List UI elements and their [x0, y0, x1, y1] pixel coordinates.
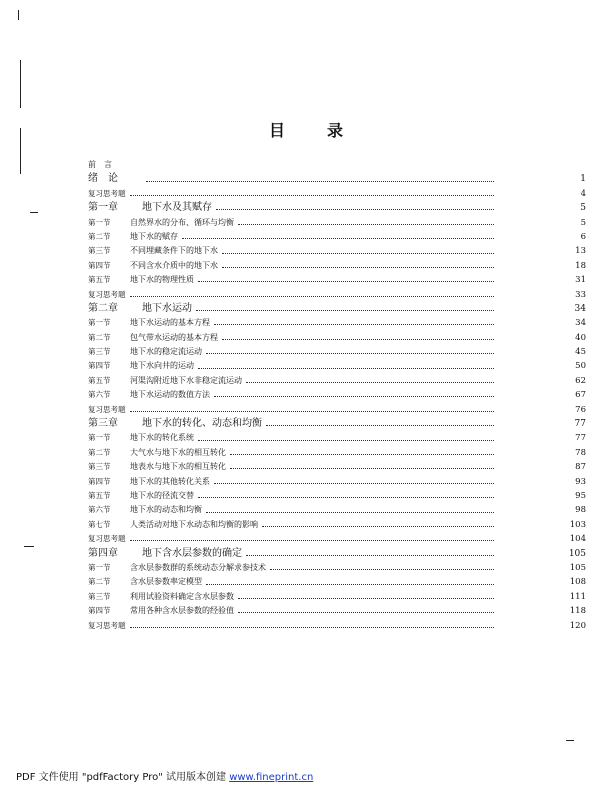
scan-mark [566, 740, 574, 741]
footer-text: PDF 文件使用 "pdfFactory Pro" 试用版本创建 [16, 772, 230, 783]
toc-entry-label: 大气水与地下水的相互转化 [130, 447, 226, 457]
dot-leader [146, 181, 494, 182]
toc-entry-page: 78 [575, 447, 586, 458]
dot-leader [182, 238, 494, 239]
scan-mark [20, 60, 21, 108]
dot-leader [206, 512, 494, 513]
dot-leader [214, 324, 494, 325]
toc-entry-number: 第五节 [88, 375, 111, 385]
toc-entry-label: 地下水向井的运动 [130, 361, 194, 371]
dot-leader [130, 540, 495, 541]
toc-entry-page: 4 [580, 188, 586, 199]
toc-entry-label: 地下水运动的数值方法 [130, 390, 210, 400]
toc-entry-page: 108 [569, 577, 586, 588]
toc-entry-number: 第三章 [88, 418, 118, 430]
toc-entry-number: 第二章 [88, 302, 118, 314]
toc-entry-page: 98 [575, 505, 586, 516]
toc-entry[interactable] [88, 590, 586, 604]
toc-entry[interactable] [88, 561, 586, 575]
pdf-footer [16, 768, 313, 783]
toc-entry-number: 第三节 [88, 462, 111, 472]
toc-entry[interactable] [88, 604, 586, 618]
toc-entry-number: 第四节 [88, 606, 111, 616]
dot-leader [216, 209, 494, 210]
toc-entry-label: 不同埋藏条件下的地下水 [130, 246, 218, 256]
toc-entry-number: 第五节 [88, 490, 111, 500]
toc-entry-page: 62 [575, 375, 586, 386]
toc-entry-number: 第七节 [88, 519, 111, 529]
toc-entry-number: 第六节 [88, 390, 111, 400]
title-char: 目 [268, 121, 285, 140]
toc-entry-number: 第五节 [88, 275, 111, 285]
toc-entry-page: 77 [574, 419, 586, 430]
dot-leader [230, 468, 494, 469]
dot-leader [266, 425, 494, 426]
toc-entry[interactable] [88, 374, 586, 388]
footer-link[interactable]: www.fineprint.cn [229, 772, 314, 783]
toc-entry[interactable] [88, 575, 586, 589]
toc-entry-number: 第一节 [88, 433, 111, 443]
toc-entry-label: 包气带水运动的基本方程 [130, 332, 218, 342]
toc-entry-label: 含水层参数群的系统动态分解求参技术 [130, 562, 266, 572]
toc-entry[interactable] [88, 230, 586, 244]
toc-entry-page: 93 [575, 476, 586, 487]
toc-entry-number: 第二节 [88, 447, 111, 457]
toc-entry-label: 常用各种含水层参数的经验值 [130, 606, 234, 616]
toc-entry-number: 绪 论 [88, 173, 118, 185]
toc-entry-number: 第二节 [88, 231, 111, 241]
toc-entry-page: 18 [575, 260, 586, 271]
toc-entry-number: 第四节 [88, 361, 111, 371]
toc-entry-page: 31 [575, 275, 586, 286]
toc-entry-page: 105 [569, 562, 586, 573]
toc-entry[interactable] [88, 460, 586, 474]
toc-entry[interactable] [88, 388, 586, 402]
dot-leader [230, 454, 494, 455]
toc-entry-label: 地下水的赋存 [130, 231, 178, 241]
toc-entry-page: 1 [580, 174, 586, 185]
toc-entry[interactable] [88, 359, 586, 373]
toc-entry[interactable] [88, 489, 586, 503]
dot-leader [130, 296, 495, 297]
dot-leader [222, 253, 494, 254]
page-title [0, 118, 612, 141]
toc-entry-page: 34 [575, 318, 586, 329]
toc-entry[interactable] [88, 403, 586, 417]
toc-entry-page: 40 [575, 332, 586, 343]
scan-mark [18, 10, 19, 20]
toc-entry-number: 第一节 [88, 217, 111, 227]
toc-entry-number: 第一章 [88, 202, 118, 214]
toc-entry-label: 复习思考题 [88, 620, 126, 630]
dot-leader [198, 281, 494, 282]
toc-entry-label: 地下水的转化、动态和均衡 [142, 418, 262, 430]
dot-leader [246, 555, 494, 556]
scan-mark [24, 546, 34, 547]
toc-entry-page: 45 [575, 347, 586, 358]
title-char: 录 [327, 121, 344, 140]
toc-entry-label: 地下水的径流交替 [130, 490, 194, 500]
toc-entry-label: 自然界水的分布、循环与均衡 [130, 217, 234, 227]
toc-entry-label: 地下水的动态和均衡 [130, 505, 202, 515]
toc-entry-label: 地下水的物理性质 [130, 275, 194, 285]
toc-entry-number: 第三节 [88, 591, 111, 601]
dot-leader [238, 612, 494, 613]
toc-entry-label: 不同含水介质中的地下水 [130, 260, 218, 270]
toc-entry-number: 第三节 [88, 246, 111, 256]
toc-entry[interactable] [88, 345, 586, 359]
toc-entry-label: 地下水的转化系统 [130, 433, 194, 443]
toc-entry-label: 地下含水层参数的确定 [142, 547, 242, 559]
toc-entry[interactable] [88, 431, 586, 445]
toc-entry-label: 地表水与地下水的相互转化 [130, 462, 226, 472]
toc-entry-page: 118 [569, 606, 586, 617]
dot-leader [198, 368, 494, 369]
toc-entry-page: 105 [568, 548, 586, 559]
toc-entry[interactable] [88, 331, 586, 345]
toc-entry-page: 34 [574, 303, 586, 314]
toc-entry-number: 第四章 [88, 547, 118, 559]
toc-entry[interactable] [88, 244, 586, 258]
toc-entry[interactable] [88, 273, 586, 287]
dot-leader [222, 267, 494, 268]
dot-leader [246, 382, 494, 383]
dot-leader [262, 526, 494, 527]
toc-entry[interactable] [88, 187, 586, 201]
toc-entry[interactable] [88, 302, 586, 316]
toc-entry[interactable] [88, 316, 586, 330]
toc-entry-number: 第四节 [88, 260, 111, 270]
dot-leader [214, 483, 494, 484]
toc-entry-page: 103 [569, 519, 586, 530]
toc-entry-number: 第一节 [88, 562, 111, 572]
toc-entry-label: 地下水的稳定流运动 [130, 347, 202, 357]
toc-entry-label: 河渠沟附近地下水非稳定流运动 [130, 375, 242, 385]
toc-entry-label: 复习思考题 [88, 404, 126, 414]
toc-entry-page: 13 [575, 246, 586, 257]
toc-entry-page: 111 [569, 591, 586, 602]
dot-leader [206, 584, 494, 585]
toc-entry-label: 地下水运动 [142, 302, 192, 314]
toc-entry-page: 95 [575, 490, 586, 501]
dot-leader [214, 396, 494, 397]
table-of-contents [88, 158, 586, 633]
toc-entry[interactable] [88, 216, 586, 230]
toc-entry-page: 87 [575, 462, 586, 473]
toc-entry-number: 第二节 [88, 577, 111, 587]
toc-entry[interactable] [88, 417, 586, 431]
dot-leader [206, 353, 494, 354]
toc-entry[interactable] [88, 547, 586, 561]
dot-leader [196, 310, 494, 311]
dot-leader [198, 497, 494, 498]
toc-entry[interactable] [88, 158, 498, 172]
toc-entry-number: 第六节 [88, 505, 111, 515]
toc-entry-label: 人类活动对地下水动态和均衡的影响 [130, 519, 258, 529]
toc-entry-label: 含水层参数率定模型 [130, 577, 202, 587]
dot-leader [130, 627, 495, 628]
dot-leader [130, 411, 495, 412]
toc-entry[interactable] [88, 619, 586, 633]
toc-entry-label: 地下水运动的基本方程 [130, 318, 210, 328]
toc-entry-number: 前 言 [88, 160, 112, 169]
dot-leader [238, 598, 494, 599]
toc-entry-page: 5 [580, 217, 586, 228]
toc-entry-page: 120 [569, 620, 586, 631]
dot-leader [222, 339, 494, 340]
toc-entry[interactable] [88, 172, 586, 186]
scan-mark [30, 212, 38, 213]
dot-leader [270, 569, 494, 570]
dot-leader [198, 440, 494, 441]
toc-entry[interactable] [88, 259, 586, 273]
toc-entry-number: 第三节 [88, 347, 111, 357]
toc-entry[interactable] [88, 532, 586, 546]
toc-entry-label: 复习思考题 [88, 289, 126, 299]
toc-entry-label: 复习思考题 [88, 188, 126, 198]
toc-entry[interactable] [88, 446, 586, 460]
toc-entry-label: 复习思考题 [88, 534, 126, 544]
toc-entry-page: 33 [575, 289, 586, 300]
toc-entry-label: 利用试验资料确定含水层参数 [130, 591, 234, 601]
toc-entry-page: 104 [569, 534, 586, 545]
dot-leader [130, 195, 495, 196]
toc-entry-page: 5 [580, 203, 586, 214]
toc-entry-label: 地下水的其他转化关系 [130, 476, 210, 486]
toc-entry[interactable] [88, 503, 586, 517]
toc-entry[interactable] [88, 201, 586, 215]
toc-entry[interactable] [88, 288, 586, 302]
dot-leader [238, 224, 494, 225]
toc-entry-page: 67 [575, 390, 586, 401]
toc-entry-page: 76 [575, 404, 586, 415]
toc-entry-number: 第四节 [88, 476, 111, 486]
toc-entry-number: 第一节 [88, 318, 111, 328]
toc-entry-number: 第二节 [88, 332, 111, 342]
toc-entry-page: 77 [575, 433, 586, 444]
toc-entry[interactable] [88, 475, 586, 489]
toc-entry-page: 6 [580, 231, 586, 242]
toc-entry[interactable] [88, 518, 586, 532]
toc-entry-label: 地下水及其赋存 [142, 202, 212, 214]
toc-entry-page: 50 [575, 361, 586, 372]
